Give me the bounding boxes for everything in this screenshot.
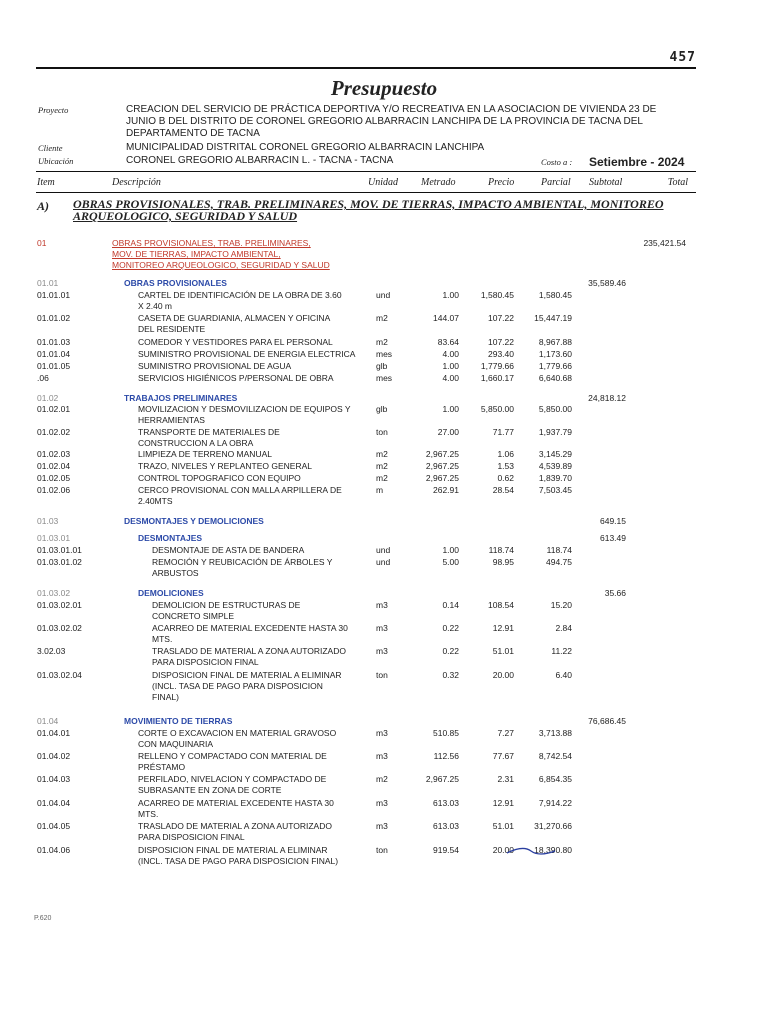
row-precio: 28.54	[492, 485, 514, 495]
row-precio: 1.06	[497, 449, 514, 459]
row-precio: 12.91	[492, 623, 514, 633]
col-item: Item	[37, 177, 55, 188]
col-precio: Precio	[488, 177, 515, 188]
col-parcial: Parcial	[541, 177, 571, 188]
row-item: 01.01.04	[37, 349, 71, 359]
row-parcial: 8,742.54	[538, 751, 572, 761]
row-metrado: 83.64	[437, 337, 459, 347]
row-precio: 7.27	[497, 728, 514, 738]
row-unit: m2	[376, 337, 388, 347]
row-unit: m	[376, 485, 384, 495]
row-item: 01.03.01.01	[37, 545, 82, 555]
row-item: 01.03.02.02	[37, 623, 82, 633]
col-unidad: Unidad	[368, 177, 398, 188]
row-item: 01.01.01	[37, 290, 71, 300]
row-item: 01.01	[37, 278, 59, 288]
row-item: 01.02	[37, 393, 59, 403]
row-subtotal: 35,589.46	[588, 278, 626, 288]
costo-value: Setiembre - 2024	[589, 155, 685, 169]
group-title-line: MONITOREO ARQUEOLOGICO, SEGURIDAD Y SALUD	[112, 260, 330, 270]
row-parcial: 3,145.29	[538, 449, 572, 459]
row-parcial: 6.40	[555, 670, 572, 680]
row-description	[138, 751, 327, 773]
row-metrado: 1.00	[442, 290, 459, 300]
row-unit: ton	[376, 845, 388, 855]
row-description-line: PARA DISPOSICION FINAL	[152, 657, 259, 667]
row-unit: m3	[376, 728, 388, 738]
row-item: 01.03.02.04	[37, 670, 82, 680]
row-description	[138, 349, 355, 360]
row-subtotal: 35.66	[604, 588, 626, 598]
row-precio: 107.22	[488, 337, 514, 347]
row-description	[152, 670, 342, 703]
row-parcial: 7,914.22	[538, 798, 572, 808]
row-description	[138, 404, 351, 426]
row-parcial: 5,850.00	[538, 404, 572, 414]
group-title-line: OBRAS PROVISIONALES, TRAB. PRELIMINARES,	[112, 238, 311, 248]
row-parcial: 15,447.19	[534, 313, 572, 323]
row-item: 01.04.04	[37, 798, 71, 808]
row-item: 01.04.02	[37, 751, 71, 761]
row-metrado: 144.07	[433, 313, 459, 323]
row-precio: 5,850.00	[480, 404, 514, 414]
row-description-line: ACARREO DE MATERIAL EXCEDENTE HASTA 30	[138, 798, 334, 808]
row-description-line: MOVILIZACION Y DESMOVILIZACION DE EQUIPOS Y	[138, 404, 351, 414]
row-description-line: FINAL)	[152, 692, 179, 702]
row-unit: m3	[376, 821, 388, 831]
row-precio: 20.00	[492, 670, 514, 680]
row-description-line: CARTEL DE IDENTIFICACIÓN DE LA OBRA DE 3.60	[138, 290, 342, 300]
row-metrado: 613.03	[433, 798, 459, 808]
row-metrado: 2,967.25	[425, 473, 459, 483]
row-precio: 77.67	[492, 751, 514, 761]
row-item: 01.02.05	[37, 473, 71, 483]
row-parcial: 1,937.79	[538, 427, 572, 437]
row-description-line: DESMONTAJES Y DEMOLICIONES	[124, 516, 264, 526]
row-description	[138, 845, 338, 867]
row-description-line: CONSTRUCCION A LA OBRA	[138, 438, 254, 448]
row-unit: m2	[376, 313, 388, 323]
row-description	[138, 774, 326, 796]
row-unit: m3	[376, 646, 388, 656]
row-description-line: CERCO PROVISIONAL CON MALLA ARPILLERA DE	[138, 485, 342, 495]
row-unit: und	[376, 545, 391, 555]
row-description	[152, 600, 300, 622]
row-item: 01.03.02.01	[37, 600, 82, 610]
row-item: .06	[37, 373, 49, 383]
row-metrado: 510.85	[433, 728, 459, 738]
row-parcial: 2.84	[555, 623, 572, 633]
row-description	[124, 278, 227, 289]
row-subtotal: 24,818.12	[588, 393, 626, 403]
row-description-line: MTS.	[152, 634, 173, 644]
row-description-line: DEMOLICIONES	[138, 588, 204, 598]
row-precio: 108.54	[488, 600, 514, 610]
row-parcial: 3,713.88	[538, 728, 572, 738]
row-item: 01.03	[37, 516, 59, 526]
row-unit: m3	[376, 751, 388, 761]
group-item: 01	[37, 238, 47, 248]
group-title-line: MOV. DE TIERRAS, IMPACTO AMBIENTAL,	[112, 249, 281, 259]
section-title-line: ARQUEOLOGICO, SEGURIDAD Y SALUD	[73, 209, 298, 223]
top-rule	[36, 67, 696, 69]
row-parcial: 11.22	[551, 646, 572, 656]
row-metrado: 1.00	[442, 404, 459, 414]
row-metrado: 1.00	[442, 361, 459, 371]
row-item: 01.02.06	[37, 485, 71, 495]
row-parcial: 118.74	[546, 545, 572, 555]
row-description-line: CONCRETO SIMPLE	[152, 611, 235, 621]
row-unit: und	[376, 290, 391, 300]
row-parcial: 6,640.68	[538, 373, 572, 383]
row-description	[124, 393, 237, 404]
row-metrado: 919.54	[433, 845, 459, 855]
row-unit: und	[376, 557, 391, 567]
col-metrado: Metrado	[421, 177, 456, 188]
row-description-line: RELLENO Y COMPACTADO CON MATERIAL DE	[138, 751, 327, 761]
row-description-line: MTS.	[138, 809, 159, 819]
row-description-line: TRABAJOS PRELIMINARES	[124, 393, 238, 403]
page-number: 457	[669, 50, 696, 65]
row-item: 01.02.02	[37, 427, 71, 437]
row-description-line: CON MAQUINARIA	[138, 739, 214, 749]
row-metrado: 0.22	[442, 623, 459, 633]
row-description-line: LIMPIEZA DE TERRENO MANUAL	[138, 449, 272, 459]
row-parcial: 6,854.35	[538, 774, 572, 784]
row-description-line: PRÉSTAMO	[138, 762, 186, 772]
row-item: 01.01.05	[37, 361, 71, 371]
col-total: Total	[667, 177, 688, 188]
row-description-line: MOVIMIENTO DE TIERRAS	[124, 716, 233, 726]
row-description-line: COMEDOR Y VESTIDORES PARA EL PERSONAL	[138, 337, 333, 347]
row-precio: 293.40	[488, 349, 514, 359]
row-precio: 107.22	[488, 313, 514, 323]
row-description-line: DISPOSICION FINAL DE MATERIAL A ELIMINAR	[138, 845, 328, 855]
row-description	[138, 361, 291, 372]
row-item: 01.02.03	[37, 449, 71, 459]
row-item: 01.01.02	[37, 313, 71, 323]
row-description	[138, 461, 312, 472]
col-descripcion: Descripción	[112, 177, 161, 188]
row-metrado: 2,967.25	[425, 774, 459, 784]
row-description	[138, 588, 204, 599]
row-unit: glb	[376, 404, 388, 414]
row-unit: m3	[376, 623, 388, 633]
columns-rule	[36, 192, 696, 193]
row-unit: m3	[376, 798, 388, 808]
row-description-line: TRAZO, NIVELES Y REPLANTEO GENERAL	[138, 461, 312, 471]
row-parcial: 494.75	[546, 557, 572, 567]
row-unit: mes	[376, 373, 393, 383]
row-precio: 1,580.45	[480, 290, 514, 300]
row-description-line: DESMONTAJES	[138, 533, 203, 543]
row-description	[138, 313, 330, 335]
row-description-line: REMOCIÓN Y REUBICACIÓN DE ÁRBOLES Y	[152, 557, 333, 567]
row-precio: 2.31	[497, 774, 514, 784]
row-metrado: 613.03	[433, 821, 459, 831]
cliente-label: Cliente	[38, 143, 63, 153]
ubicacion-label: Ubicación	[38, 156, 74, 166]
row-description-line: SUBRASANTE EN ZONA DE CORTE	[138, 785, 282, 795]
row-description-line: DEMOLICION DE ESTRUCTURAS DE	[152, 600, 301, 610]
row-unit: m2	[376, 473, 388, 483]
row-unit: m2	[376, 449, 388, 459]
row-description-line: PARA DISPOSICION FINAL	[138, 832, 245, 842]
row-item: 01.04.03	[37, 774, 71, 784]
row-item: 01.02.04	[37, 461, 71, 471]
row-description	[152, 623, 348, 645]
row-precio: 1,779.66	[480, 361, 514, 371]
section-title	[73, 198, 664, 222]
row-description	[138, 337, 333, 348]
row-item: 3.02.03	[37, 646, 66, 656]
row-precio: 1,660.17	[480, 373, 514, 383]
page-title: Presupuesto	[330, 76, 438, 100]
row-description-line: CORTE O EXCAVACION EN MATERIAL GRAVOSO	[138, 728, 337, 738]
row-metrado: 5.00	[442, 557, 459, 567]
row-metrado: 2,967.25	[425, 461, 459, 471]
row-unit: mes	[376, 349, 393, 359]
row-subtotal: 76,686.45	[588, 716, 626, 726]
row-subtotal: 613.49	[600, 533, 626, 543]
row-description	[152, 646, 346, 668]
row-description-line: DEL RESIDENTE	[138, 324, 206, 334]
row-metrado: 27.00	[437, 427, 459, 437]
proyecto-label: Proyecto	[38, 105, 69, 115]
row-metrado: 0.14	[442, 600, 459, 610]
row-description	[124, 516, 264, 527]
row-precio: 51.01	[492, 646, 514, 656]
proyecto-text	[126, 104, 656, 140]
row-description-line: OBRAS PROVISIONALES	[124, 278, 227, 288]
row-description	[138, 728, 336, 750]
group-total: 235,421.54	[643, 238, 686, 248]
row-description	[138, 821, 332, 843]
row-description-line: (INCL. TASA DE PAGO PARA DISPOSICION	[152, 681, 323, 691]
row-unit: ton	[376, 427, 388, 437]
row-precio: 20.00	[492, 845, 514, 855]
row-description	[138, 449, 272, 460]
row-precio: 98.95	[492, 557, 514, 567]
row-description-line: ARBUSTOS	[152, 568, 199, 578]
row-description-line: DESMONTAJE DE ASTA DE BANDERA	[152, 545, 305, 555]
proyecto-line: JUNIO B DEL DISTRITO DE CORONEL GREGORIO ALBARRACIN LANCHIPA DE LA PROVINCIA DE TACNA DEL	[126, 116, 643, 127]
row-description-line: ACARREO DE MATERIAL EXCEDENTE HASTA 30	[152, 623, 348, 633]
row-item: 01.01.03	[37, 337, 71, 347]
row-precio: 1.53	[497, 461, 514, 471]
row-description	[152, 545, 304, 556]
row-subtotal: 649.15	[600, 516, 626, 526]
row-description	[138, 485, 342, 507]
row-precio: 71.77	[492, 427, 514, 437]
row-precio: 51.01	[492, 821, 514, 831]
row-description-line: HERRAMIENTAS	[138, 415, 205, 425]
cliente-text: MUNICIPALIDAD DISTRITAL CORONEL GREGORIO ALBARRACIN LANCHIPA	[126, 142, 485, 153]
row-description	[138, 373, 334, 384]
row-description-line: TRASLADO DE MATERIAL A ZONA AUTORIZADO	[152, 646, 346, 656]
row-item: 01.04.05	[37, 821, 71, 831]
costo-label: Costo a :	[541, 157, 573, 167]
row-description-line: SERVICIOS HIGIÉNICOS P/PERSONAL DE OBRA	[138, 373, 334, 383]
row-description-line: X 2.40 m	[138, 301, 173, 311]
row-description	[138, 473, 301, 484]
row-item: 01.04.06	[37, 845, 71, 855]
row-item: 01.03.02	[37, 588, 71, 598]
row-metrado: 2,967.25	[425, 449, 459, 459]
row-description-line: CASETA DE GUARDIANIA, ALMACEN Y OFICINA	[138, 313, 331, 323]
section-title-line: OBRAS PROVISIONALES, TRAB. PRELIMINARES, MOV. DE TIERRAS, IMPACTO AMBIENTAL, MONITOREO	[73, 197, 664, 211]
handwritten-mark-icon	[505, 843, 565, 863]
row-item: 01.03.01	[37, 533, 71, 543]
section-letter: A)	[37, 199, 49, 213]
row-item: 01.02.01	[37, 404, 71, 414]
row-description-line: (INCL. TASA DE PAGO PARA DISPOSICION FINAL)	[138, 856, 339, 866]
footer-code: P.620	[34, 915, 52, 922]
row-description-line: DISPOSICION FINAL DE MATERIAL A ELIMINAR	[152, 670, 342, 680]
header-rule	[36, 171, 696, 172]
row-metrado: 0.32	[442, 670, 459, 680]
row-parcial: 8,967.88	[538, 337, 572, 347]
row-parcial: 31,270.66	[534, 821, 572, 831]
row-parcial: 1,779.66	[538, 361, 572, 371]
col-subtotal: Subtotal	[589, 177, 623, 188]
row-precio: 118.74	[488, 545, 514, 555]
row-parcial: 15.20	[550, 600, 572, 610]
row-description	[138, 427, 280, 449]
row-description-line: TRASLADO DE MATERIAL A ZONA AUTORIZADO	[138, 821, 332, 831]
row-item: 01.04	[37, 716, 59, 726]
row-unit: m2	[376, 774, 388, 784]
proyecto-line: DEPARTAMENTO DE TACNA	[126, 128, 260, 139]
group-title	[112, 238, 330, 271]
row-unit: m3	[376, 600, 388, 610]
row-unit: m2	[376, 461, 388, 471]
row-description	[124, 716, 232, 727]
proyecto-line: CREACION DEL SERVICIO DE PRÁCTICA DEPORTIVA Y/O RECREATIVA EN LA ASOCIACION DE VIVIENDA 23 DE	[126, 104, 657, 115]
row-parcial: 7,503.45	[538, 485, 572, 495]
row-precio: 0.62	[497, 473, 514, 483]
row-parcial: 18,390.80	[534, 845, 572, 855]
row-description-line: SUMINISTRO PROVISIONAL DE ENERGIA ELECTRICA	[138, 349, 356, 359]
row-description-line: SUMINISTRO PROVISIONAL DE AGUA	[138, 361, 292, 371]
row-description-line: PERFILADO, NIVELACION Y COMPACTADO DE	[138, 774, 327, 784]
row-metrado: 0.22	[442, 646, 459, 656]
row-metrado: 4.00	[442, 373, 459, 383]
row-description	[138, 798, 334, 820]
row-item: 01.03.01.02	[37, 557, 82, 567]
row-metrado: 4.00	[442, 349, 459, 359]
row-parcial: 1,580.45	[538, 290, 572, 300]
row-unit: ton	[376, 670, 388, 680]
row-description-line: CONTROL TOPOGRAFICO CON EQUIPO	[138, 473, 301, 483]
row-metrado: 1.00	[442, 545, 459, 555]
row-item: 01.04.01	[37, 728, 71, 738]
row-metrado: 112.56	[433, 751, 459, 761]
row-parcial: 1,173.60	[538, 349, 572, 359]
row-metrado: 262.91	[433, 485, 459, 495]
row-precio: 12.91	[492, 798, 514, 808]
row-parcial: 1,839.70	[538, 473, 572, 483]
row-unit: glb	[376, 361, 388, 371]
row-description-line: 2.40MTS	[138, 496, 173, 506]
row-description	[138, 533, 202, 544]
row-description	[138, 290, 342, 312]
row-description	[152, 557, 332, 579]
row-parcial: 4,539.89	[538, 461, 572, 471]
row-description-line: TRANSPORTE DE MATERIALES DE	[138, 427, 280, 437]
ubicacion-text: CORONEL GREGORIO ALBARRACIN L. - TACNA - TACNA	[126, 155, 394, 166]
